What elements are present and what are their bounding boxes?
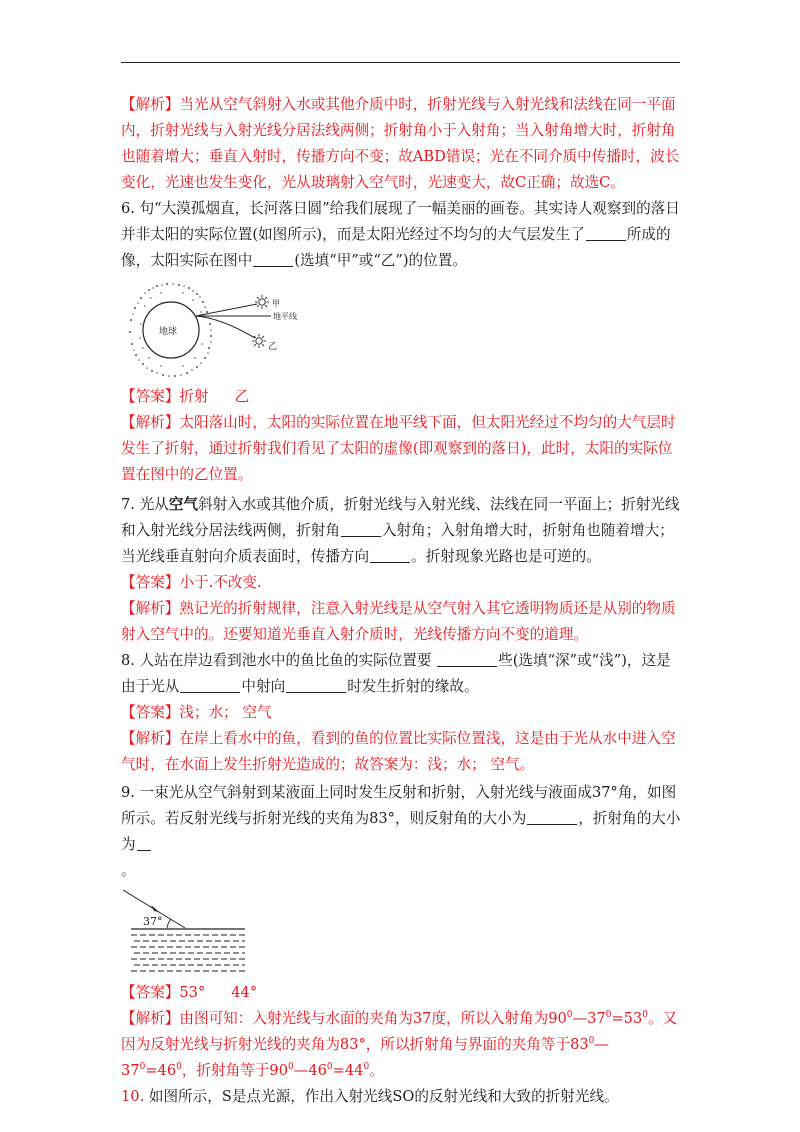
q9-answer: 【答案】53° 44° (121, 984, 258, 1001)
jia-label: 甲 (272, 299, 280, 308)
answer-blank (437, 649, 497, 667)
earth-label: 地球 (159, 327, 178, 337)
q8-stem: 8. 人站在岸边看到池水中的鱼比鱼的实际位置要 些(选填“深”或“浅”)，这是由于光从 中射向 时发生折射的缘故。 (121, 648, 681, 700)
horizon-label: 地平线 (273, 312, 297, 321)
answer-blank (586, 223, 626, 241)
answer-blank (286, 675, 346, 693)
answer-blank (180, 675, 240, 693)
q5-analysis (121, 92, 681, 196)
q6-stem: 6. 句“大漠孤烟直，长河落日圆”给我们展现了一幅美丽的画卷。其实诗人观察到的落日并非太阳的实际位置(如图所示)，而是太阳光经过不均匀的大气层发生了 所成的像，太阳实际在图中 (选填“甲”或“乙”)的位置。 (121, 200, 680, 269)
q9-stem: 9. 一束光从空气斜射到某液面上同时发生反射和折射，入射光线与液面成37°角，如图所示。若反射光线与折射光线的夹角为83°，则反射角的大小为 ，折射角的大小为 。 (121, 784, 681, 879)
q7-answer: 【答案】小于.不改变. (121, 574, 262, 591)
sun-yi-icon (252, 334, 266, 348)
q9-analysis: 【解析】由图可知：入射光线与水面的夹角为37度，所以入射角为$90^0—37^0=53^0$。又因为反射光线与折射光线的夹角为83°，所以折射角与界面的夹角等于$83^0—37^0=46^0$，折射角等于$90^0—46^0=44^0$。 (121, 1010, 678, 1079)
sunset-diagram (121, 278, 321, 382)
q6-answer: 【答案】折射 乙 (121, 388, 250, 405)
angle-label: 37° (143, 915, 163, 928)
q7-stem: 7. 光从空气斜射入水或其他介质，折射光线与入射光线、法线在同一平面上；折射光线和入射光线分居法线两侧，折射角 入射角；入射角增大时，折射角也随着增大；当光线垂直射向介质表面时，传播方向 。折射现象光路也是可逆的。 (121, 496, 680, 565)
header-rule (121, 62, 680, 63)
q10-stem: 10. 如图所示，S是点光源，作出入射光线SO的反射光线和大致的折射光线。 (121, 1088, 619, 1105)
q9-figure (121, 888, 681, 978)
analysis-text: 当光从空气斜射入水或其他介质中时，折射光线与入射光线和法线在同一平面内，折射光线与入射光线分居法线两侧；折射角小于入射角；当入射角增大时，折射角也随着增大；垂直入射时，传播方向不变；故ABD错误；光在不同介质中传播时，波长变化，光速也发生变化，光从玻璃射入空气时，光速变大，故C正确；故选C。 (121, 96, 680, 191)
answer-blank (253, 249, 293, 267)
sun-jia-icon (255, 295, 269, 309)
answer-blank (370, 545, 410, 563)
document-body (121, 92, 681, 1110)
q6-analysis: 【解析】太阳落山时，太阳的实际位置在地平线下面，但太阳光经过不均匀的大气层时发生了折射，通过折射我们看见了太阳的虚像(即观察到的落日)，此时，太阳的实际位置在图中的乙位置。 (121, 414, 676, 483)
q7-analysis: 【解析】熟记光的折射规律，注意入射光线是从空气射入其它透明物质还是从别的物质射入空气中的。还要知道光垂直入射介质时，光线传播方向不变的道理。 (121, 600, 676, 643)
q8-answer: 【答案】浅；水； 空气 (121, 704, 272, 721)
yi-label: 乙 (268, 342, 278, 352)
analysis-tag: 【解析】 (121, 96, 180, 113)
answer-blank (527, 807, 577, 825)
answer-blank (341, 519, 381, 537)
q6-figure (121, 278, 681, 382)
answer-blank (137, 833, 151, 851)
q8-analysis: 【解析】在岸上看水中的鱼，看到的鱼的位置比实际位置浅，这是由于光从水中进入空气时，在水面上发生折射光造成的；故答案为：浅；水； 空气。 (121, 730, 676, 773)
refraction-diagram (121, 888, 251, 978)
